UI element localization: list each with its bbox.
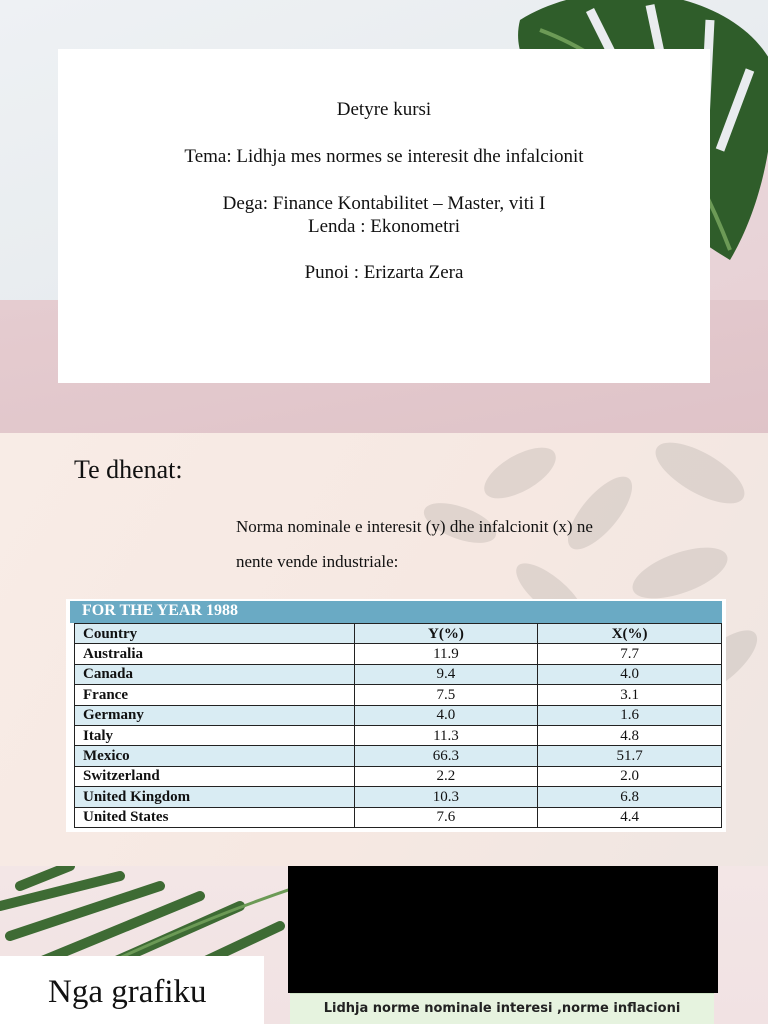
table-row (75, 664, 722, 684)
data-description-line1: Norma nominale e interesit (y) dhe infalcionit (x) ne (236, 517, 593, 536)
y-cell: 66.3 (354, 746, 538, 766)
table-row (75, 766, 722, 786)
topic-line: Tema: Lidhja mes normes se interesit dhe infalcionit (184, 146, 584, 167)
y-cell: 7.5 (354, 685, 538, 705)
x-cell: 1.6 (538, 705, 722, 725)
x-cell: 6.8 (538, 787, 722, 807)
header-y: Y(%) (354, 624, 538, 644)
y-cell: 10.3 (354, 787, 538, 807)
y-cell: 2.2 (354, 766, 538, 786)
table-caption: FOR THE YEAR 1988 (82, 602, 239, 619)
table-row (75, 644, 722, 664)
table-caption-bar (70, 601, 722, 623)
y-cell: 4.0 (354, 705, 538, 725)
country-cell: Mexico (75, 746, 355, 766)
country-cell: United Kingdom (75, 787, 355, 807)
x-cell: 2.0 (538, 766, 722, 786)
country-cell: United States (75, 807, 355, 827)
data-heading: Te dhenat: (74, 455, 183, 484)
x-cell: 4.8 (538, 725, 722, 745)
country-cell: France (75, 685, 355, 705)
graph-heading: Nga grafiku (48, 974, 207, 1010)
data-description-line2: nente vende industriale: (236, 552, 399, 571)
slide-graph (0, 866, 768, 1024)
author-line: Punoi : Erizarta Zera (304, 262, 464, 283)
graph-title-card (0, 956, 264, 1024)
table-row (75, 705, 722, 725)
department-line: Dega: Finance Kontabilitet – Master, viti I (222, 193, 546, 214)
chart-image-placeholder (288, 866, 718, 993)
x-cell: 7.7 (538, 644, 722, 664)
country-cell: Italy (75, 725, 355, 745)
table-row (75, 685, 722, 705)
x-cell: 4.0 (538, 664, 722, 684)
table-row (75, 746, 722, 766)
title-card (58, 49, 710, 383)
x-cell: 4.4 (538, 807, 722, 827)
country-cell: Germany (75, 705, 355, 725)
subject-line: Lenda : Ekonometri (308, 216, 460, 237)
course-label: Detyre kursi (336, 99, 432, 120)
y-cell: 11.3 (354, 725, 538, 745)
slide-data (0, 433, 768, 866)
y-cell: 7.6 (354, 807, 538, 827)
table-header-row (75, 624, 722, 644)
x-cell: 3.1 (538, 685, 722, 705)
data-table (74, 623, 722, 828)
table-row (75, 725, 722, 745)
header-country: Country (75, 624, 355, 644)
chart-title: Lidhja norme nominale interesi ,norme inflacioni (323, 1001, 681, 1016)
table-row (75, 807, 722, 827)
table-row (75, 787, 722, 807)
y-cell: 9.4 (354, 664, 538, 684)
chart-title-bar (290, 993, 714, 1024)
country-cell: Switzerland (75, 766, 355, 786)
header-x: X(%) (538, 624, 722, 644)
country-cell: Australia (75, 644, 355, 664)
data-table-container (66, 599, 726, 832)
y-cell: 11.9 (354, 644, 538, 664)
slide-title (0, 0, 768, 433)
country-cell: Canada (75, 664, 355, 684)
x-cell: 51.7 (538, 746, 722, 766)
